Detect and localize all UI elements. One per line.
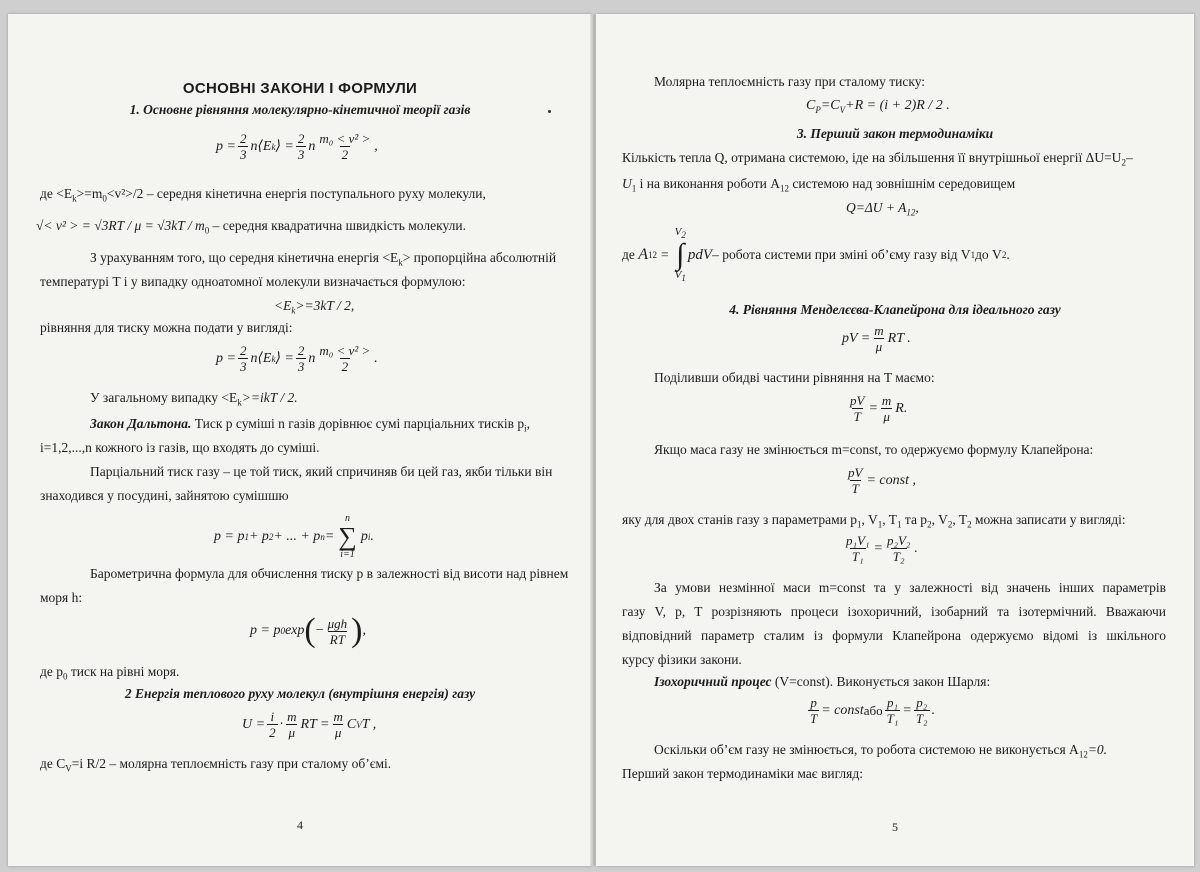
subscript: 1 — [897, 519, 902, 530]
paragraph-processes-l2: газу V, p, T розрізняють процеси ізохоричний, ізобарний та ізотермічний. Вважаючи — [622, 604, 1166, 619]
formula-barometric — [250, 614, 366, 648]
denominator: μ — [288, 725, 296, 740]
paragraph-processes-l4: курсу фізики закони. — [622, 652, 742, 667]
paren-close: ) — [351, 612, 363, 649]
numerator: p₁ — [886, 695, 899, 710]
text: системою над зовнішнім середовищем — [789, 176, 1016, 191]
paragraph-volume-l2: Перший закон термодинаміки має вигляд: — [622, 766, 863, 781]
paragraph-temperature-l2: температурі T і у випадку одноатомної молекули визначається формулою: — [40, 274, 466, 289]
page-number-left: 4 — [297, 818, 303, 832]
dalton-label: Закон Дальтона. — [90, 416, 192, 431]
denominator: T — [853, 409, 861, 424]
subscript: 0 — [280, 626, 285, 636]
paragraph-first-law-l2 — [622, 176, 1015, 197]
text: – — [1125, 150, 1133, 165]
subscript: n — [320, 532, 325, 542]
formula-part: + p — [248, 529, 269, 544]
isochoric-label: Ізохоричний процес — [654, 674, 772, 689]
subscript: k — [398, 257, 403, 268]
denominator: T₁ — [886, 711, 899, 726]
denominator: 3 — [239, 147, 247, 162]
subscript: 12 — [780, 183, 790, 194]
formula-part: = — [868, 400, 878, 416]
formula-part: · — [279, 716, 284, 732]
numerator: pV — [848, 465, 863, 480]
paragraph-work — [622, 224, 1010, 286]
numerator: p₂V₂ — [886, 533, 911, 548]
denominator: 3 — [297, 359, 305, 374]
formula-part: U = — [242, 716, 266, 732]
denominator: T₂ — [892, 549, 905, 564]
formula-part: R. — [895, 400, 908, 416]
numerator: pV — [850, 393, 865, 408]
subscript: 12 — [648, 250, 658, 260]
text: яку для двох станів газу з параметрами p — [622, 512, 857, 527]
denominator: 2 — [341, 147, 349, 162]
subscript: V — [839, 104, 846, 115]
formula-part: RT = — [300, 716, 330, 732]
formula-part: p = p — [250, 623, 281, 638]
fraction — [848, 394, 866, 423]
text: , V — [861, 512, 878, 527]
subscript: 1 — [681, 273, 686, 284]
formula-part: ⟩ = — [275, 139, 294, 154]
text: Кількість тепла Q, отримана системою, іде на збільшення її внутрішньої енергії ΔU=U — [622, 150, 1122, 165]
subscript: k — [291, 305, 296, 316]
formula-part: + ... + p — [273, 529, 321, 544]
subscript: 1 — [244, 532, 249, 542]
subscript: k — [271, 353, 276, 364]
paragraph-two-states — [622, 512, 1126, 533]
text: можна записати у вигляді: — [971, 512, 1126, 527]
fraction — [317, 344, 372, 373]
formula-part: exp — [284, 623, 305, 638]
subscript: V — [65, 763, 72, 774]
numerator: 2 — [239, 131, 247, 146]
denominator: T₁ — [851, 549, 864, 564]
numerator: m — [333, 709, 343, 724]
text: – середня квадратична швидкість молекули. — [209, 218, 466, 233]
formula-part: n⟨E — [250, 351, 272, 366]
fraction — [914, 696, 930, 725]
formula-rms: √< v² > = √3RT / μ = √3kT / m — [36, 218, 205, 233]
numerator: 2 — [297, 343, 305, 358]
fraction — [267, 710, 278, 739]
subscript: 2 — [947, 519, 953, 530]
paragraph-barometric-l1: Барометрична формула для обчислення тиску p в залежності від висоти над рівнем — [90, 566, 569, 581]
fraction — [285, 710, 298, 739]
text: де C — [40, 756, 66, 771]
text: , V — [931, 512, 948, 527]
text: – робота системи при зміні об’єму газу від V — [712, 247, 971, 262]
subscript: i — [524, 423, 527, 434]
text: , — [526, 416, 530, 431]
subscript: 2 — [681, 230, 686, 240]
formula-part: = — [902, 702, 912, 718]
paragraph-pressure-form: рівняння для тиску можна подати у вигляді: — [40, 320, 293, 335]
subscript: 0 — [63, 671, 68, 682]
numerator: μgh — [327, 615, 348, 631]
fraction — [885, 534, 912, 563]
denominator: 3 — [297, 147, 305, 162]
fraction — [326, 617, 350, 646]
numerator: p — [810, 695, 817, 710]
sum-upper-limit: n — [345, 513, 351, 524]
formula-part: , — [362, 623, 366, 638]
paragraph-processes-l1: За умови незмінної маси m=const та у залежності від значень інших параметрів — [654, 580, 1166, 595]
text: З урахуванням того, що середня кінетична енергія <E — [90, 250, 399, 265]
subscript: i — [367, 532, 371, 542]
paragraph-const-mass: Якщо маса газу не змінюється m=const, то одержуємо формулу Клапейрона: — [654, 442, 1094, 457]
text: +R = (i + 2)R / 2 . — [845, 98, 950, 113]
fraction — [880, 394, 893, 423]
denominator: μ — [883, 409, 890, 424]
fraction — [872, 324, 885, 353]
paragraph-dalton-l2: i=1,2,...,n кожного із газів, що входять до суміші. — [40, 440, 320, 455]
text: =0. — [1087, 742, 1108, 757]
sum-lower-limit: i=1 — [340, 549, 355, 560]
text: <E — [274, 298, 292, 313]
text: V — [674, 269, 682, 281]
paren-open: ( — [304, 612, 316, 649]
formula-ek — [274, 298, 354, 319]
text: Оскільки об’єм газу не змінюється, то робота системою не виконується A — [654, 742, 1079, 757]
fraction — [238, 344, 249, 373]
formula-clapeyron — [844, 466, 916, 495]
paragraph-first-law-l1 — [622, 150, 1133, 171]
formula-internal-energy — [242, 710, 376, 739]
formula-part: p = — [216, 138, 236, 154]
left-page — [8, 14, 592, 866]
numerator: p₂ — [916, 695, 928, 710]
formula-part: = const — [821, 702, 864, 718]
numerator: m₀ < v² > — [319, 343, 371, 358]
text: A — [638, 246, 649, 263]
paragraph-dalton-l1 — [90, 416, 568, 437]
paragraph-partial-l2: знаходився у посудині, зайнятою сумішшю — [40, 488, 289, 503]
paragraph-divide: Поділивши обидві частини рівняння на T маємо: — [654, 370, 935, 385]
numerator: 2 — [297, 131, 305, 146]
denominator: 2 — [269, 725, 276, 740]
text: де — [622, 247, 635, 262]
section-4-heading: 4. Рівняння Менделєєва-Клапейрона для ідеального газу — [729, 302, 1061, 317]
denominator: T₂ — [915, 711, 928, 726]
text: Q=ΔU + A — [846, 200, 907, 215]
subscript: k — [72, 193, 77, 204]
subscript: k — [271, 141, 276, 152]
paragraph-isochoric — [654, 674, 990, 690]
text: Тиск p суміші n газів дорівнює сумі парціальних тисків p — [194, 416, 525, 431]
fraction — [296, 344, 307, 373]
text: pdV — [687, 247, 713, 263]
formula-part: . — [914, 540, 918, 556]
formula-part: p = p — [214, 529, 245, 544]
formula-part: ⟩ = — [275, 351, 294, 366]
subscript: 1 — [856, 519, 862, 530]
text: <v²>/2 – середня кінетична енергія поступального руху молекули, — [106, 186, 486, 201]
paragraph-processes-l3: відповідний параметр сталим із формули Клапейрона одержуємо відомі із шкільного — [622, 628, 1166, 643]
paragraph-cv — [40, 756, 391, 777]
formula-dalton-sum — [214, 514, 374, 560]
fraction — [332, 710, 345, 739]
formula-part: C — [346, 716, 357, 732]
paragraph-general-case — [90, 390, 298, 411]
minus-sign: − — [315, 623, 324, 638]
subscript: 2 — [927, 519, 932, 530]
paragraph-cp: Молярна теплоємність газу при сталому тиску: — [654, 74, 926, 89]
formula-part: n — [308, 350, 316, 366]
integral-lower — [675, 270, 686, 283]
section-1-heading: 1. Основне рівняння молекулярно-кінетичної теорії газів — [129, 102, 471, 117]
text: де <E — [40, 186, 73, 201]
formula-part: p — [360, 529, 368, 544]
paragraph-ek-definition — [40, 186, 564, 207]
text: , — [915, 200, 919, 215]
subscript: 1 — [877, 519, 883, 530]
formula-part: n — [308, 138, 316, 154]
sigma-icon: ∑ — [338, 522, 357, 551]
subscript: 2 — [1121, 157, 1126, 168]
page-title: ОСНОВНІ ЗАКОНИ І ФОРМУЛИ — [182, 80, 418, 97]
paragraph-barometric-l2: моря h: — [40, 590, 83, 605]
subscript: 2 — [1001, 250, 1007, 260]
formula-pressure-2 — [216, 344, 378, 373]
text: У загальному випадку <E — [90, 390, 238, 405]
text: і на виконання роботи A — [636, 176, 781, 191]
paragraph-partial-l1: Парціальний тиск газу – це той тиск, який спричиняв би цей газ, якби тільки він — [90, 464, 553, 479]
subscript: 0 — [204, 225, 210, 236]
text: C — [806, 98, 816, 113]
formula-part: = — [324, 529, 335, 544]
formula-part: = — [873, 540, 883, 556]
denominator: 2 — [341, 359, 349, 374]
formula-two-states — [842, 534, 918, 563]
paragraph-temperature-l1 — [90, 250, 556, 271]
denominator: RT — [329, 631, 345, 647]
subscript: 2 — [967, 519, 972, 530]
denominator: μ — [334, 725, 342, 740]
paragraph-rms-speed — [36, 218, 466, 239]
denominator: μ — [875, 339, 883, 354]
print-speck — [548, 110, 551, 113]
numerator: m — [874, 323, 884, 338]
numerator: m₀ < v² > — [319, 131, 371, 146]
numerator: 2 — [239, 343, 247, 358]
formula-part: , — [374, 138, 378, 154]
numerator: p₁V₁ — [846, 533, 870, 548]
integral-icon: ∫ — [676, 238, 685, 271]
text: . — [1006, 247, 1010, 262]
text: V — [674, 225, 682, 238]
numerator: m — [287, 709, 297, 724]
formula-part: = const , — [866, 472, 916, 488]
text: до V — [975, 247, 1002, 262]
text: >=3kT / 2, — [295, 298, 355, 313]
text: , T — [952, 512, 968, 527]
fraction — [238, 132, 249, 161]
formula-part: T , — [361, 716, 377, 732]
numerator: m — [881, 393, 892, 408]
text: =i R/2 – молярна теплоємність газу при сталому об’ємі. — [71, 756, 392, 771]
formula-part: . — [370, 529, 374, 544]
subscript: 2 — [268, 532, 274, 542]
text: де p — [40, 664, 63, 679]
formula-first-law — [846, 200, 919, 221]
subscript: 1 — [631, 183, 637, 194]
subscript: k — [237, 397, 242, 408]
integral-symbol — [675, 227, 686, 283]
formula-part: pV = — [842, 330, 871, 346]
paragraph-p0 — [40, 664, 179, 685]
fraction — [808, 696, 819, 725]
text: = — [661, 247, 669, 262]
text: > пропорційна абсолютній — [402, 250, 557, 265]
fraction — [296, 132, 307, 161]
subscript: P — [815, 104, 821, 115]
formula-part: n⟨E — [250, 139, 272, 154]
fraction — [844, 534, 871, 563]
subscript: 12 — [1078, 749, 1088, 760]
formula-cp — [806, 98, 950, 118]
numerator: i — [270, 709, 275, 724]
text: >=ikT / 2. — [241, 390, 298, 405]
right-page — [596, 14, 1194, 866]
denominator: T — [810, 711, 818, 726]
section-3-heading: 3. Перший закон термодинаміки — [796, 126, 994, 141]
subscript: 12 — [906, 207, 916, 218]
text: =C — [820, 98, 840, 113]
formula-part: p = — [216, 350, 236, 366]
formula-mendeleev-clapeyron — [842, 324, 911, 353]
text: , T — [882, 512, 897, 527]
formula-pressure-1 — [216, 132, 378, 161]
fraction — [317, 132, 372, 161]
text: та p — [901, 512, 928, 527]
formula-charles — [806, 696, 935, 725]
text: (V=const). Виконується закон Шарля: — [771, 674, 991, 689]
text: >=m — [76, 186, 103, 201]
formula-part: або — [863, 702, 883, 718]
paragraph-volume-l1 — [654, 742, 1166, 763]
text: U — [622, 176, 632, 191]
fraction — [885, 696, 901, 725]
subscript: 1 — [970, 250, 976, 260]
formula-divided — [846, 394, 907, 423]
subscript: 0 — [102, 193, 107, 204]
formula-part: . — [931, 702, 936, 718]
denominator: T — [851, 481, 859, 496]
denominator: 3 — [239, 359, 247, 374]
page-number-right: 5 — [892, 820, 898, 834]
section-2-heading: 2 Енергія теплового руху молекул (внутрішня енергія) газу — [124, 686, 476, 701]
subscript: V — [356, 719, 362, 730]
formula-part: . — [374, 350, 378, 366]
text: тиск на рівні моря. — [67, 664, 180, 679]
sum-symbol — [338, 514, 357, 560]
formula-part: RT . — [887, 330, 911, 346]
fraction — [846, 466, 864, 495]
